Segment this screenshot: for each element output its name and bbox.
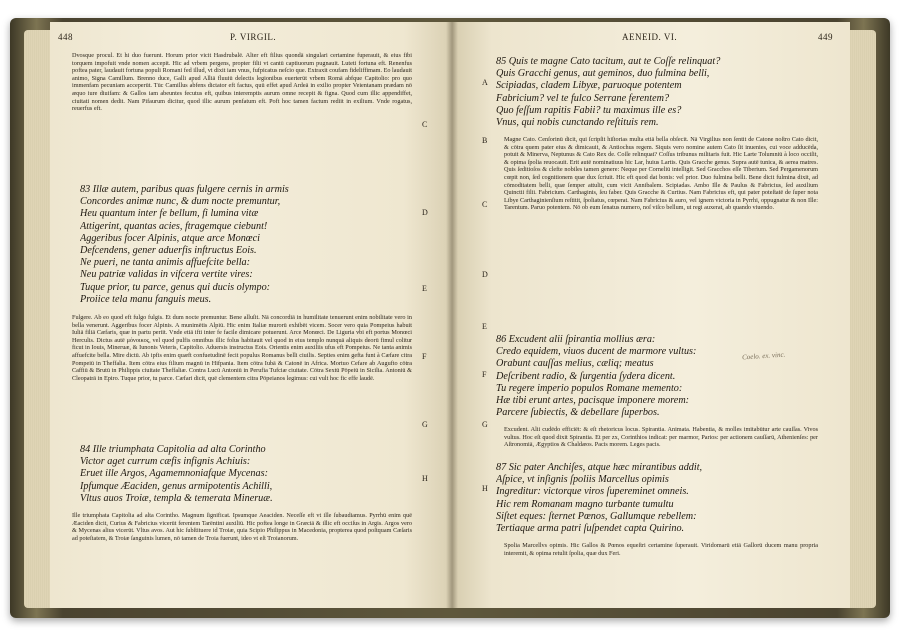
margin-letter: E: [422, 284, 427, 293]
right-commentary-bottom: Spolia Marcellvs opimis. Hic Gallos & Pœnos equeſtri certamine ſuperauit. Viridomarū etiā Gallorū ducem manu propria interemit, & opima retulit ſpolia, quæ dux Feri.: [504, 542, 818, 557]
right-verse-86: 86 Excudent alii ſpirantia mollius æra: Credo equidem, viuos ducent de marmore vultus: Orabunt cauſſas melius, cæliq; meatus Deſcribent radio, & ſurgentia ſydera dicent. Tu regere imperio populos Romane memento: Hæ tibi erunt artes, pacisque imponere morem: Parcere ſubiectis, & debellare ſuperbos.: [496, 334, 697, 419]
left-page-number: 448: [58, 32, 73, 42]
right-commentary-top: Magne Cato. Cenſorinū dicit, qui ſcripſit hiſtorias multa etiā bella obſecit. Nā Virgilius non ſentit de Catone noſtro Cato dicit, & cōtra quem pater eius & dimicauit, & Antiochus regem. Siquis vero nomine autem Cato ſit inuenies, cui voce adducēda, potuit & Minerva, Neptunus & Cato Rex de. Coſſe relinquat? Coſſus tribunus militaris fuit. Hic Larte Tolumniū à loco occiſit, & opima ſpolia reuocauit. Erit autē nominatiuus hic Lar, huius Lartis. Quis Gracche genus. Supra autē tunica, & aerea matres. Quis ſeditioſos & clefte nobiles tamen genere: Neque per Corneliū intelligit. Sed Gracchos eſſe Tiberium. Sed Pergamenorum cœpit non, ſed cognitionem quæ dux ſcriuit. Hic eft quod dat bonis: vel prior. Duo fulmina belli. Bene dicit fulmina dixit, ad cōmoditatem belli, quæ ſemper attulit, cum vicit Annibalem. Scipiadas. Ambo Ille & Paulus & Fabricius, ſed auxilium Quinctii filii. Fabricium. Carthaginis, ſeu faber. Quis Gracche & Curtius. Nam Fabricius eft, qui pater poteſtatē de ſuper nota Libye Carthaginienſium reſtitit, ſpoliatus, cœperat. Nam Fabricius & auro, vel ignem victoria in Pyrrhi, oppugnatur & non Ille: Tarentum. Paruo potentem. Nō ob eum ſenatus numero, noſ viſco bellum, ut regi auxerat, ab quando viuendo.: [504, 136, 818, 212]
left-page: [50, 22, 452, 608]
left-commentary-bottom: Ille triumphata Capitolia ad alta Corintho. Magnum ſignificat. Ipsumque Aeaciden. Neceſſe eft vt ille ſubaudiamus. Pyrrhū enim quē Æaciden dicit, Curius & Fabricius vicerūt ferentem Tarēntini auxiliū. Hic poftea longe in Græciā & illic eft occiſus in Argis. Argos vero & Mycenas alius vicerūt. Vltus avos. Aut hic ſubſtituere id Troiæ, quia Scipio Philippus in Macedonia, propterea quod poſtquam Cæſaris ad poteſtatem, & Troiæ ſanguinis lumen, nō tamen de Troia fuerunt, ideo vt eſt Troianorum.: [72, 512, 412, 542]
margin-letter: D: [482, 270, 488, 279]
margin-letter: B: [482, 136, 488, 145]
right-page: [452, 22, 850, 608]
margin-letter: C: [482, 200, 488, 209]
handwritten-note: Coelo. ex. vinc.: [741, 350, 786, 362]
left-verse-84: 84 Ille triumphata Capitolia ad alta Corintho Victor aget currum cæfis infignis Achiuis: Eruet ille Argos, Agamemnoniafque Mycenas: Ipfumque Æaciden, genus armipotentis Achilli, Vltus auos Troiæ, templa & temerata Mineruæ.: [80, 444, 273, 504]
right-running-head: AENEID. VI.: [622, 32, 678, 42]
margin-letter: F: [482, 370, 487, 379]
margin-letter: D: [422, 208, 428, 217]
left-commentary-top: Dvosque procul. Et hi duo fuerunt. Horum prior vicit Hasdrubalē. Alter eft filius quondā singulari certamine fuperauit, & eius fibi torquem impofuit vnde nomen accepit. Hic ad vrbem pergens, propter filii vt cantū captiuorum pugnauit. Luteti fortuna eft. Renenfus poftea pater, laudauit fortuna populi Romani fed illud, vt dixit iam vnus, fufpicatus neſcio que. Extraxit coufam fideliffimam. Eo laudauit animo, Signa Camillum. Brenno duce, Galli apud Alliā fluuiū delectis legionibus euerterūt vrbem Romā abfque Capitolio: pro quo immenfam pecuniam acceperūt. Tūc Camillus abfens dictator eft factus, quū effet apud Ardeā in exilio propter Veientanam prædam nō æquo iure diuifam: & Gallos iam abeuntes fecutus eft, quibus interemptis aurum omne recepit & figna. Quod cum illic appendiffet, ciuitati nomen dedit. Nam Pifaurum dicitur, quod illic aurum penfatum eft. Poft hoc tamen factum rediit in exilium. Vnde rogatus, reuerfus eft.: [72, 52, 412, 113]
right-verse-85: 85 Quis te magne Cato tacitum, aut te Coſſe relinquat? Quis Gracchi genus, aut geminos, duo fulmina belli, Scipiadas, cladem Libyæ, paruoque potentem Fabricium? vel te fulco Serrane ferentem? Quo feſſum rapitis Fabii? tu maximus ille es? Vnus, qui nobis cunctando reſtituis rem.: [496, 56, 721, 129]
open-book: [10, 18, 890, 618]
margin-letter: C: [422, 120, 428, 129]
margin-letter: H: [482, 484, 488, 493]
left-verse-83: 83 Illæ autem, paribus quas fulgere cernis in armis Concordes animæ nunc, & dum nocte premuntur, Heu quantum inter fe bellum, fi lumina vitæ Attigerint, quantas acies, ftragemque ciebunt! Aggeribus focer Alpinis, atque arce Monœci Defcendens, gener aduerfis inftructus Eois. Ne pueri, ne tanta animis affuefcite bella: Neu patriæ validas in vifcera vertite vires: Tuque prior, tu parce, genus qui ducis olympo: Proiice tela manu fanguis meus.: [80, 184, 289, 305]
left-commentary-mid: Fulgere. Ab eo quod eft fulgo fulgis. Et dum nocte premuntur. Bene alluſit. Nā concordiā in humilitate tenuerunt enim nobilitate vero in bella venerunt. Aggeribus focer Alpinis. A munimētis Alpiū. Hic enim Italiæ murorū exhibēt vicem. Socer vero quia Pompeius habuit Iuliā filiā Cæfaris, quæ in partu periit. Vnde etiā ifti inter fe facile dimicare potuerunt. Arce Monœci. De Liguria vbi eft portus Monœci Herculis. Dictus autē μόνοικος, vel quod pulfis omnibus illic folus habitauit vel quod in eius templo nunquā aliquis deorū fimul colitur ficut in Iouis, Mineruæ, & Iunonis Veteris, Capitolio. Aduersis instructus Eois. Orientis enim auxiliis ufus eft Pompeius. Ne tanta animis affuefcite bella. Mire dictū. Ab ipfis enim quæft confuetudinē fecit populus Romanus belli ciuilis. Septies enim gefta funt à Cæfare citra Pompeiū in Theffalia. Item cōtra eius filium magnū in Hifpania. Item cōtra Iubā & Catonē in Africa. Mortuo Cefare ab Augufto cōtra Caffiū & Brutū in Philippis ciuitate Theffaliæ. Contra Lucū Antoniū in Perufia Tufciæ ciuitate. Cōtra Sextū Pōpeiū in Sicilia. Antoniū & Cleopatrā in Epiro. Tuque prior, tu parce. Cæfari dicit, quē clementem citra Pōpeianos legimus: cui vult hoc fic effe laudē.: [72, 314, 412, 382]
margin-letter: A: [482, 78, 488, 87]
margin-letter: H: [422, 474, 428, 483]
left-running-head: P. VIRGIL.: [230, 32, 277, 42]
margin-letter: G: [482, 420, 488, 429]
margin-letter: F: [422, 352, 427, 361]
book-gutter: [446, 22, 458, 608]
margin-letter: E: [482, 322, 487, 331]
right-page-number: 449: [818, 32, 833, 42]
right-commentary-mid: Excudent. Alii cudēdo efficiēt: & eſt rhetoricus locus. Spirantia. Animata. Habentia, & molles imitabūtur arte cauſſas. Vivos vultus. Hoc eſt quod dixit Spirantia. Et per zx, Corinthios indicat: per marmor, Parios: per actionem cauſſarū, Athenienſes: per Aſtronomiā, Ægyptios & Chaldæos. Pacis morem. Leges pacis.: [504, 426, 818, 449]
right-verse-87: 87 Sic pater Anchiſes, atque hæc mirantibus addit, Aſpice, vt inſignis ſpoliis Marcellus opimis Ingreditur: victorque viros ſupereminet omneis. Hic rem Romanam magno turbante tumultu Siſtet eques: ſternet Pœnos, Gallumque rebellem: Tertiaque arma patri ſuſpendet capta Quirino.: [496, 462, 703, 535]
margin-letter: G: [422, 420, 428, 429]
